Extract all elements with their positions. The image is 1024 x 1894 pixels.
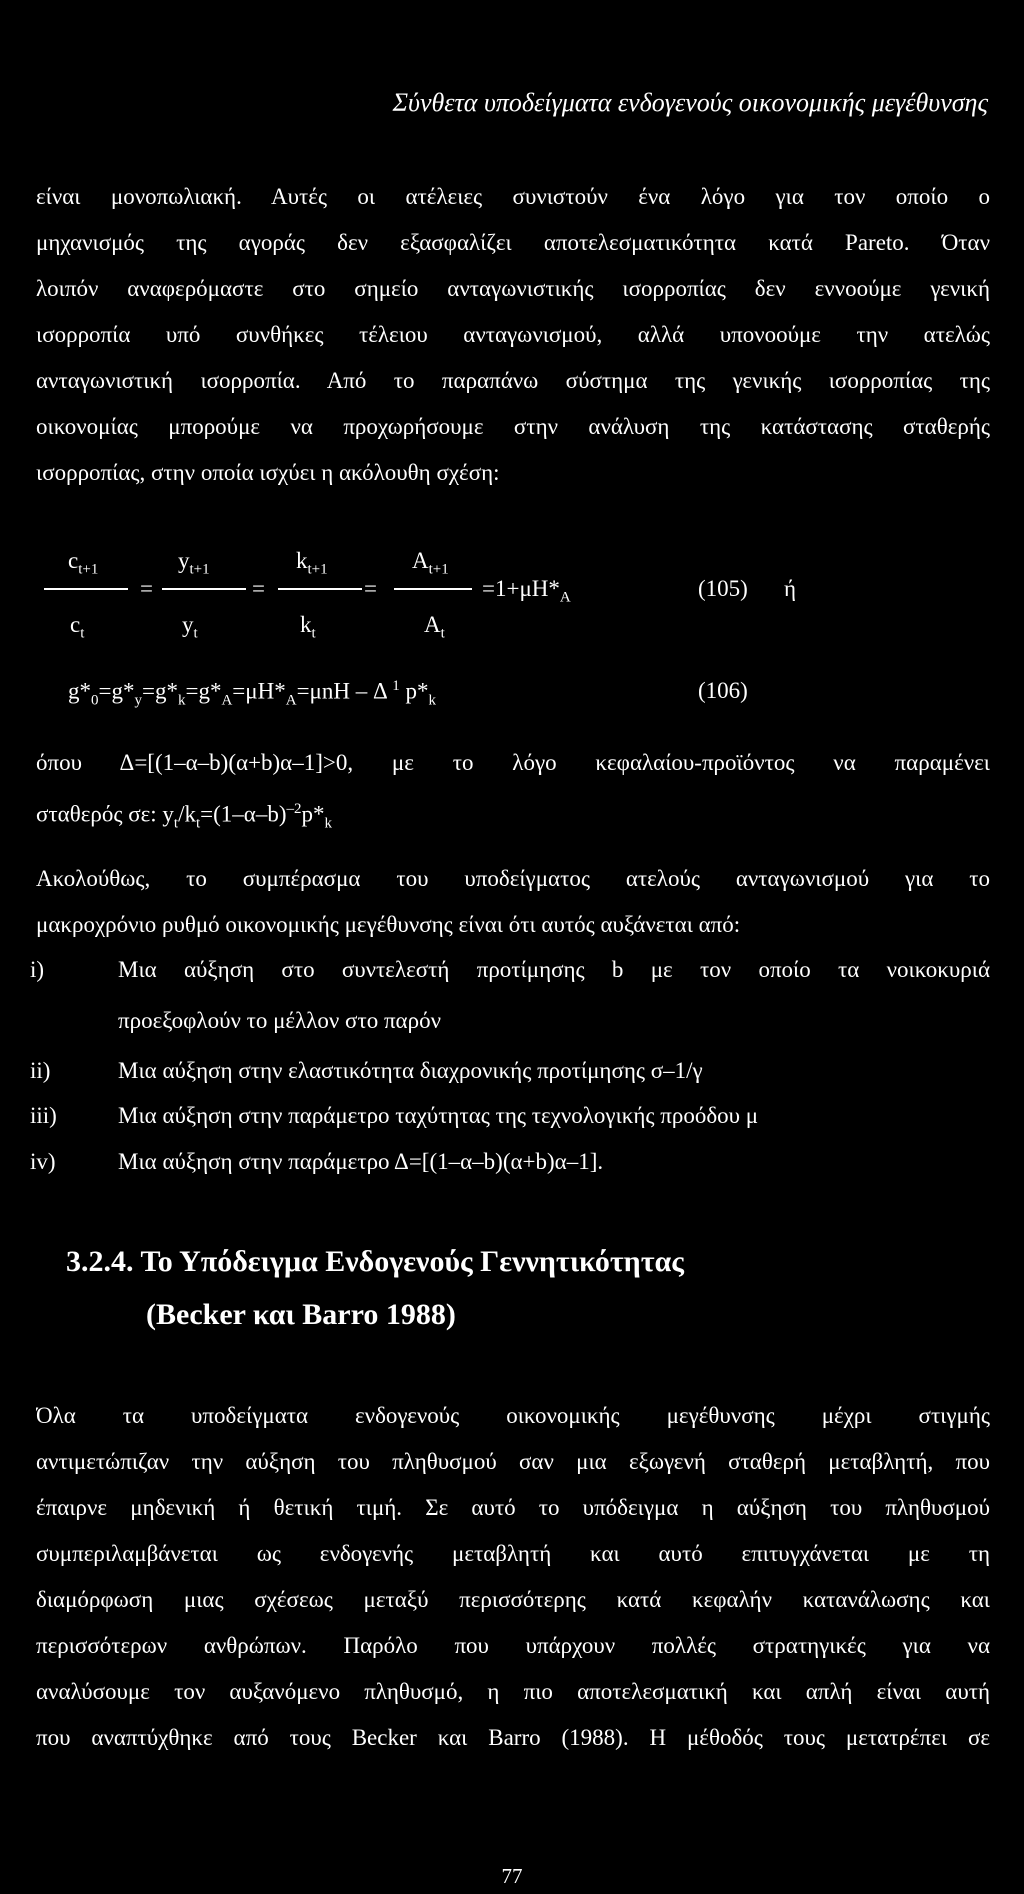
text-line: είναι μονοπωλιακή. Αυτές οι ατέλειες συνιστούν ένα λόγο για τον οποίο ο [36,184,990,209]
text-line: συμπεριλαμβάνεται ως ενδογενής μεταβλητή και αυτό επιτυγχάνεται με τη [36,1541,990,1566]
text-line: διαμόρφωση μιας σχέσεως μεταξύ περισσότερης κατά κεφαλήν κατανάλωσης και [36,1587,990,1612]
equation-body: $g*_0=g*_y=g*_k=g*_A=\mu H*_A=\mu nH - \Delta$ $^1$ $p*_k$ [68,678,436,709]
text-line: που αναπτύχθηκε από τους Becker και Barro (1988). Η μέθοδός τους μετατρέπει σε [36,1725,990,1750]
denominator-c: $c_t$ [70,612,85,642]
equation-number: (106) [698,678,748,703]
text-line: μηχανισμός της αγοράς δεν εξασφαλίζει αποτελεσματικότητα κατά Pareto. Όταν [36,230,990,255]
text-line: οικονομίας μπορούμε να προχωρήσουμε στην ανάλυση της κατάστασης σταθερής [36,414,990,439]
text-line: λοιπόν αναφερόμαστε στο σημείο ανταγωνιστικής ισορροπίας δεν εννοούμε γενική [36,276,990,301]
running-header: Σύνθετα υποδείγματα ενδογενούς οικονομικής μεγέθυνσης [392,88,988,117]
text-line: ανταγωνιστική ισορροπία. Από το παραπάνω σύστημα της γενικής ισορροπίας της [36,368,990,393]
paragraph-intro [36,174,990,496]
list-item-text: Μια αύξηση στο συντελεστή προτίμησης b με τον οποίο τα νοικοκυριά [118,957,990,982]
text-line: αντιμετώπιζαν την αύξηση του πληθυσμού σαν μια εξωγενή σταθερή μεταβλητή, που [36,1449,990,1474]
list-item-text: προεξοφλούν το μέλλον στο παρόν [118,1008,441,1033]
text-line: σταθερός σε: $y_t/k_t=(1-\alpha-b)^{-2}p*_k$ [36,801,332,832]
section-subheading: (Becker και Barro 1988) [146,1298,456,1331]
list-item-number: iii) [30,1103,57,1128]
text-line: μακροχρόνιο ρυθμό οικονομικής μεγέθυνσης είναι ότι αυτός αυξάνεται από: [36,912,741,937]
fraction-bar [394,588,472,590]
equation-rhs: $=1+\mu H*_A$ [482,576,571,606]
list-item-number: ii) [30,1058,51,1083]
paragraph-fertility [36,1393,990,1761]
equals-sign: = [252,576,265,601]
fraction-bar [278,588,362,590]
denominator-a: $A_t$ [424,612,445,642]
denominator-k: $k_t$ [300,612,316,642]
equation-number: (105) [698,576,748,601]
text-line: ισορροπίας, στην οποία ισχύει η ακόλουθη σχέση: [36,460,500,485]
list-item-number: i) [30,957,45,982]
text-line: Ακολούθως, το συμπέρασμα του υποδείγματος ατελούς ανταγωνισμού για το [36,866,990,891]
list-item-number: iv) [30,1149,56,1174]
text-line: Όλα τα υποδείγματα ενδογενούς οικονομικής μεγέθυνσης μέχρι στιγμής [36,1403,990,1428]
paragraph-where [36,740,990,832]
numerator-k: $k_{t+1}$ [296,548,328,578]
denominator-y: $y_t$ [182,612,198,642]
text-line: περισσότερων ανθρώπων. Παρόλο που υπάρχουν πολλές στρατηγικές για να [36,1633,990,1658]
page-number: 77 [501,1864,523,1888]
text-line: όπου Δ=[(1–α–b)(α+b)α–1]>0, με το λόγο κεφαλαίου-προϊόντος να παραμένει [36,750,990,775]
equals-sign: = [140,576,153,601]
fraction-bar [44,588,128,590]
text-line: ισορροπία υπό συνθήκες τέλειου ανταγωνισμού, αλλά υπονοούμε την ατελώς [36,322,990,347]
list-item-text: Μια αύξηση στην παράμετρο Δ=[(1–α–b)(α+b)α–1]. [118,1149,604,1174]
section-heading: 3.2.4. Το Υπόδειγμα Ενδογενούς Γεννητικότητας [66,1245,684,1278]
equation-trailing: ή [784,576,797,601]
text-line: έπαιρνε μηδενική ή θετική τιμή. Σε αυτό το υπόδειγμα η αύξηση του πληθυσμού [36,1495,990,1520]
fraction-bar [162,588,246,590]
numerator-a: $A_{t+1}$ [412,548,449,578]
list-item-text: Μια αύξηση στην ελαστικότητα διαχρονικής προτίμησης σ–1/γ [118,1058,703,1083]
paragraph-conclusion [36,856,990,948]
equals-sign: = [364,576,377,601]
text-line: αναλύσουμε τον αυξανόμενο πληθυσμό, η πιο αποτελεσματική και απλή είναι αυτή [36,1679,990,1704]
numerator-c: $c_{t+1}$ [68,548,99,578]
numerator-y: $y_{t+1}$ [178,548,210,578]
list-item-text: Μια αύξηση στην παράμετρο ταχύτητας της τεχνολογικής προόδου μ [118,1103,759,1128]
